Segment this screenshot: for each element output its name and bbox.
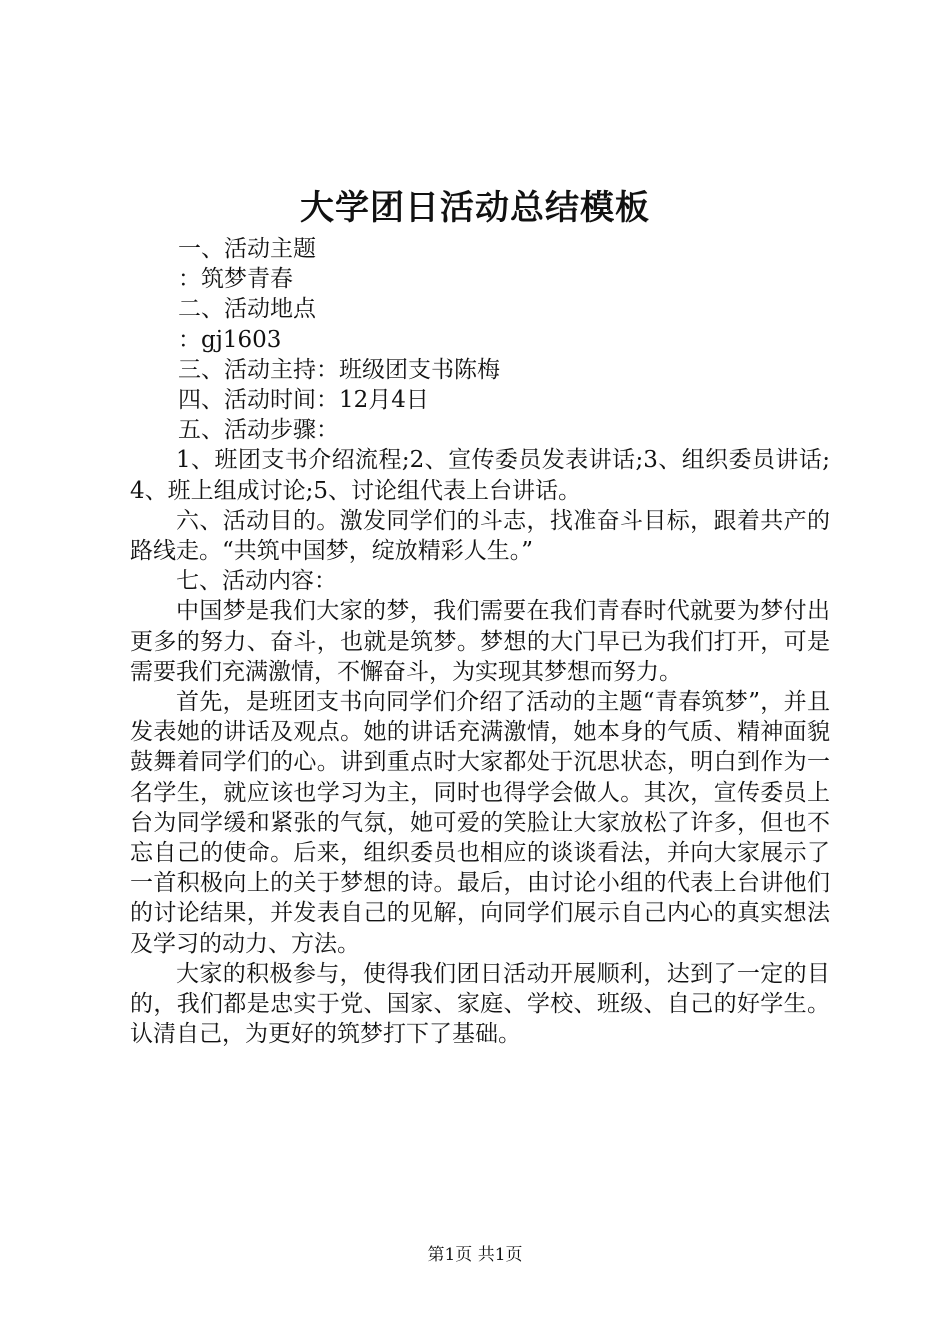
heading-line-location: 二、活动地点 bbox=[178, 296, 316, 323]
paragraph-conclusion: 大家的积极参与，使得我们团日活动开展顺利，达到了一定的目的，我们都是忠实于党、国家、家庭、学校、班级、自己的好学生。认清自己，为更好的筑梦打下了基础。 bbox=[130, 960, 830, 1048]
paragraph-purpose: 六、活动目的。激发同学们的斗志，找准奋斗目标，跟着共产的路线走。“共筑中国梦，绽放精彩人生。” bbox=[130, 507, 830, 565]
heading-line-location-value: ：gj1603 bbox=[178, 326, 282, 353]
paragraph-steps: 1、班团支书介绍流程;2、宣传委员发表讲话;3、组织委员讲话;4、班上组成讨论;5、讨论组代表上台讲话。 bbox=[130, 447, 830, 504]
heading-line-host: 三、活动主持：班级团支书陈梅 bbox=[178, 356, 500, 383]
heading-line-theme-value: ：筑梦青春 bbox=[178, 266, 293, 293]
heading-line-theme: 一、活动主题 bbox=[178, 236, 316, 262]
paragraph-content-heading: 七、活动内容： bbox=[176, 568, 337, 595]
page-footer: 第1页 共1页 bbox=[427, 1245, 523, 1265]
document-title: 大学团日活动总结模板 bbox=[300, 188, 650, 228]
document-body bbox=[130, 234, 830, 1049]
paragraph-china-dream: 中国梦是我们大家的梦，我们需要在我们青春时代就要为梦付出更多的努力、奋斗，也就是筑梦。梦想的大门早已为我们打开，可是需要我们充满激情，不懈奋斗，为实现其梦想而努力。 bbox=[130, 598, 830, 685]
heading-line-time: 四、活动时间：12月4日 bbox=[178, 387, 429, 414]
heading-line-steps: 五、活动步骤： bbox=[178, 417, 339, 444]
paragraph-activity-detail: 首先，是班团支书向同学们介绍了活动的主题“青春筑梦”，并且发表她的讲话及观点。她的讲话充满激情，她本身的气质、精神面貌鼓舞着同学们的心。讲到重点时大家都处于沉思状态，明白到作为一名学生，就应该也学习为主，同时也得学会做人。其次，宣传委员上台为同学缓和紧张的气氛，她可爱的笑脸让大家放松了许多，但也不忘自己的使命。后来，组织委员也相应的谈谈看法，并向大家展示了一首积极向上的关于梦想的诗。最后，由讨论小组的代表上台讲他们的讨论结果，并发表自己的见解，向同学们展示自己内心的真实想法及学习的动力、方法。 bbox=[130, 689, 830, 957]
